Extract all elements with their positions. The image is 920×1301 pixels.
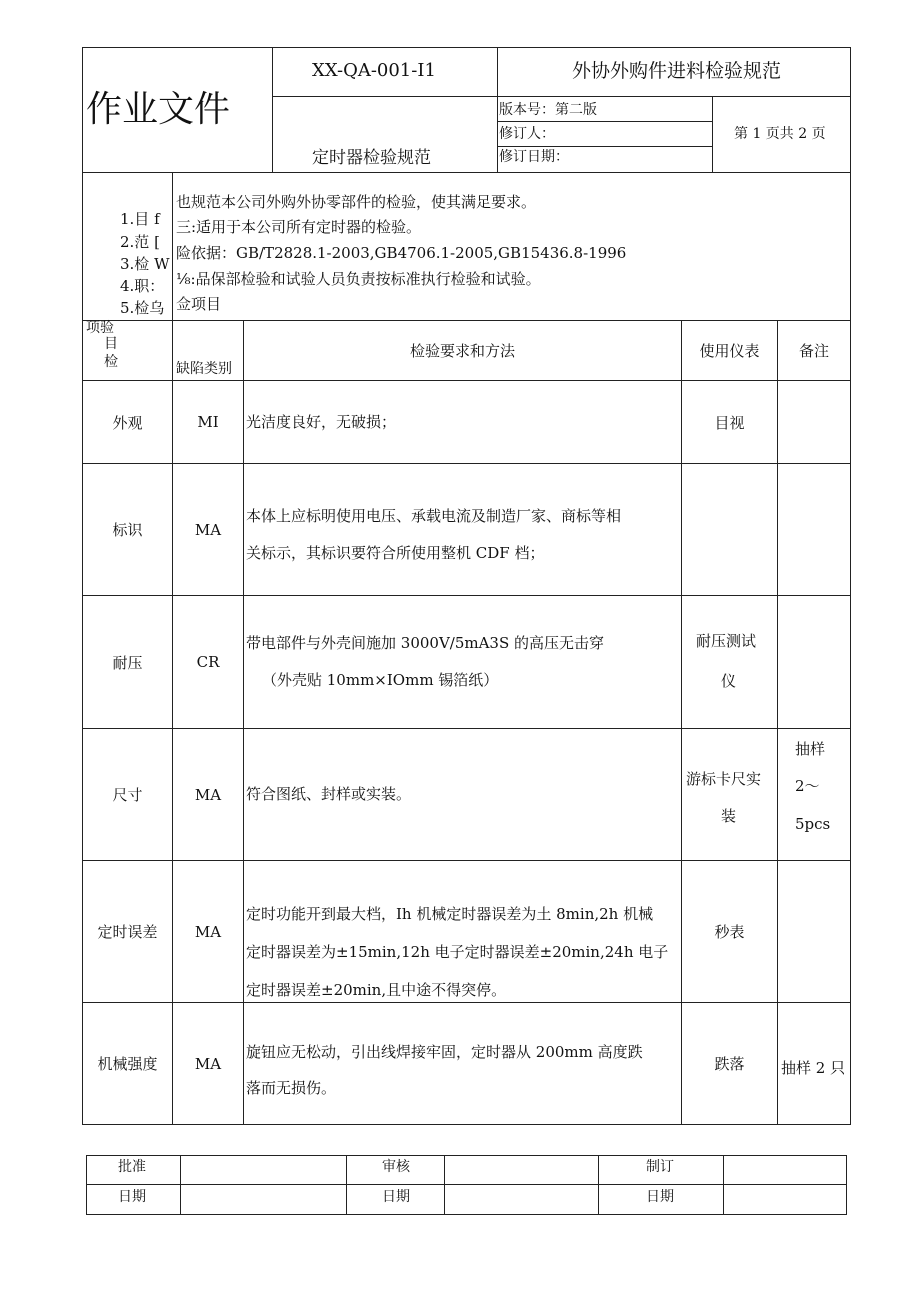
intro-number-3: 3.检 W <box>120 255 170 273</box>
revise-date-label: 修订日期： <box>499 149 569 165</box>
row-remark-line: 5pcs <box>795 815 831 833</box>
approval-col-4 <box>598 1155 599 1215</box>
header-mid-border <box>272 96 851 97</box>
header-method: 检验要求和方法 <box>409 342 515 360</box>
intro-number-5: 5.检乌 <box>120 299 165 317</box>
header-row-line-2 <box>497 146 712 147</box>
row-instrument: 跌落 <box>714 1055 745 1073</box>
reviser-label: 修订人： <box>499 126 555 142</box>
doc-code: XX-QA-001-I1 <box>312 60 436 81</box>
row-defect: MA <box>194 785 222 804</box>
row-instrument: 秒表 <box>714 923 745 941</box>
header-item-top: 项验 <box>86 320 114 336</box>
row-remark-line: 抽样 2 只 <box>781 1059 846 1077</box>
approve-date-label: 日期 <box>118 1189 146 1205</box>
row-method-line: 光洁度良好，无破损； <box>246 413 397 431</box>
row-instrument: 目视 <box>714 413 745 432</box>
row-remark-line: 抽样 <box>795 740 826 758</box>
row-item: 机械强度 <box>97 1055 158 1073</box>
row-item: 尺寸 <box>112 786 143 804</box>
row-instrument-line: 仪 <box>721 672 737 690</box>
row-method-line: 定时器误差±20min,且中途不得突停。 <box>246 981 507 999</box>
header-divider-1 <box>272 47 273 172</box>
row-instrument-line: 耐压测试 <box>696 632 757 650</box>
approval-col-5 <box>723 1155 724 1215</box>
row-item: 外观 <box>112 413 143 432</box>
doc-title: 外协外购件进料检验规范 <box>572 60 782 82</box>
page-right-border <box>850 47 851 1125</box>
header-instrument: 使用仪表 <box>699 342 760 360</box>
row-defect: MA <box>194 520 222 539</box>
row-instrument-line: 装 <box>721 807 737 825</box>
header-divider-2 <box>497 47 498 172</box>
approval-bottom-border <box>86 1214 847 1215</box>
header-defect: 缺陷类别 <box>176 361 232 377</box>
row-method-line: 旋钮应无松动，引出线焊接牢固，定时器从 200mm 高度跌 <box>246 1043 643 1061</box>
header-item-bot: 检 <box>104 354 118 370</box>
intro-line-3: 险依据：GB/T2828.1-2003,GB4706.1-2005,GB15436.8-1996 <box>176 244 627 262</box>
row-item: 标识 <box>112 521 143 539</box>
row-method-line: （外壳贴 10mm×IOmm 锡箔纸） <box>262 671 499 689</box>
intro-line-4: ⅛:品保部检验和试验人员负责按标准执行检验和试验。 <box>176 270 541 288</box>
intro-line-1: 也规范本公司外购外协零部件的检验，使其满足要求。 <box>176 193 537 211</box>
doc-type: 作业文件 <box>86 89 231 130</box>
row-method-line: 定时器误差为±15min,12h 电子定时器误差±20min,24h 电子 <box>246 943 669 961</box>
header-divider-3 <box>712 96 713 172</box>
row-item: 定时误差 <box>97 923 158 941</box>
sub-title: 定时器检验规范 <box>312 148 431 168</box>
row-remark-line: 2～ <box>795 777 820 795</box>
row-defect: MA <box>194 922 222 941</box>
version-label: 版本号：第二版 <box>499 102 597 118</box>
approval-col-3 <box>444 1155 445 1215</box>
row-defect: CR <box>196 653 220 671</box>
prepare-date-label: 日期 <box>646 1189 674 1205</box>
table-bottom-border <box>82 1124 851 1125</box>
approval-col-2 <box>346 1155 347 1215</box>
intro-line-2: 三:适用于本公司所有定时器的检验。 <box>176 218 422 236</box>
row-method-line: 落而无损伤。 <box>246 1079 337 1097</box>
approval-col-6 <box>846 1155 847 1215</box>
approval-top-border <box>86 1155 847 1156</box>
row-method-line: 本体上应标明使用电压、承载电流及制造厂家、商标等相 <box>246 507 622 525</box>
row-instrument-line: 游标卡尺实 <box>686 770 762 788</box>
prepare-label: 制订 <box>646 1159 674 1175</box>
approval-mid-border <box>86 1184 847 1185</box>
approval-col-0 <box>86 1155 87 1215</box>
intro-divider <box>172 172 173 320</box>
row-defect: MA <box>194 1054 222 1073</box>
header-row-line-1 <box>497 121 712 122</box>
intro-line-5: 佥项目 <box>176 295 222 313</box>
row-method-line: 定时功能开到最大档，Ih 机械定时器误差为土 8min,2h 机械 <box>246 905 654 923</box>
header-top-border <box>82 47 851 48</box>
header-remark: 备注 <box>798 342 829 360</box>
approve-label: 批准 <box>118 1159 146 1175</box>
intro-number-1: 1.目 f <box>120 210 160 228</box>
intro-number-2: 2.范 [ <box>120 233 160 251</box>
header-item-mid: 目 <box>104 336 118 352</box>
row-method-line: 符合图纸、封样或实装。 <box>246 785 412 803</box>
col-line-4 <box>777 320 778 1124</box>
row-method-line: 关标示，其标识要符合所使用整机 CDF 档； <box>246 544 545 562</box>
row-defect: MI <box>197 413 219 431</box>
page-info: 第 1 页共 2 页 <box>734 126 826 142</box>
col-line-2 <box>243 320 244 1124</box>
review-date-label: 日期 <box>382 1189 410 1205</box>
review-label: 审核 <box>382 1159 410 1175</box>
row-method-line: 带电部件与外壳间施加 3000V∕5mA3S 的高压无击穿 <box>246 634 605 652</box>
intro-number-4: 4.职： <box>120 277 165 295</box>
approval-col-1 <box>180 1155 181 1215</box>
header-bottom-border <box>82 172 851 173</box>
row-item: 耐压 <box>112 653 143 672</box>
